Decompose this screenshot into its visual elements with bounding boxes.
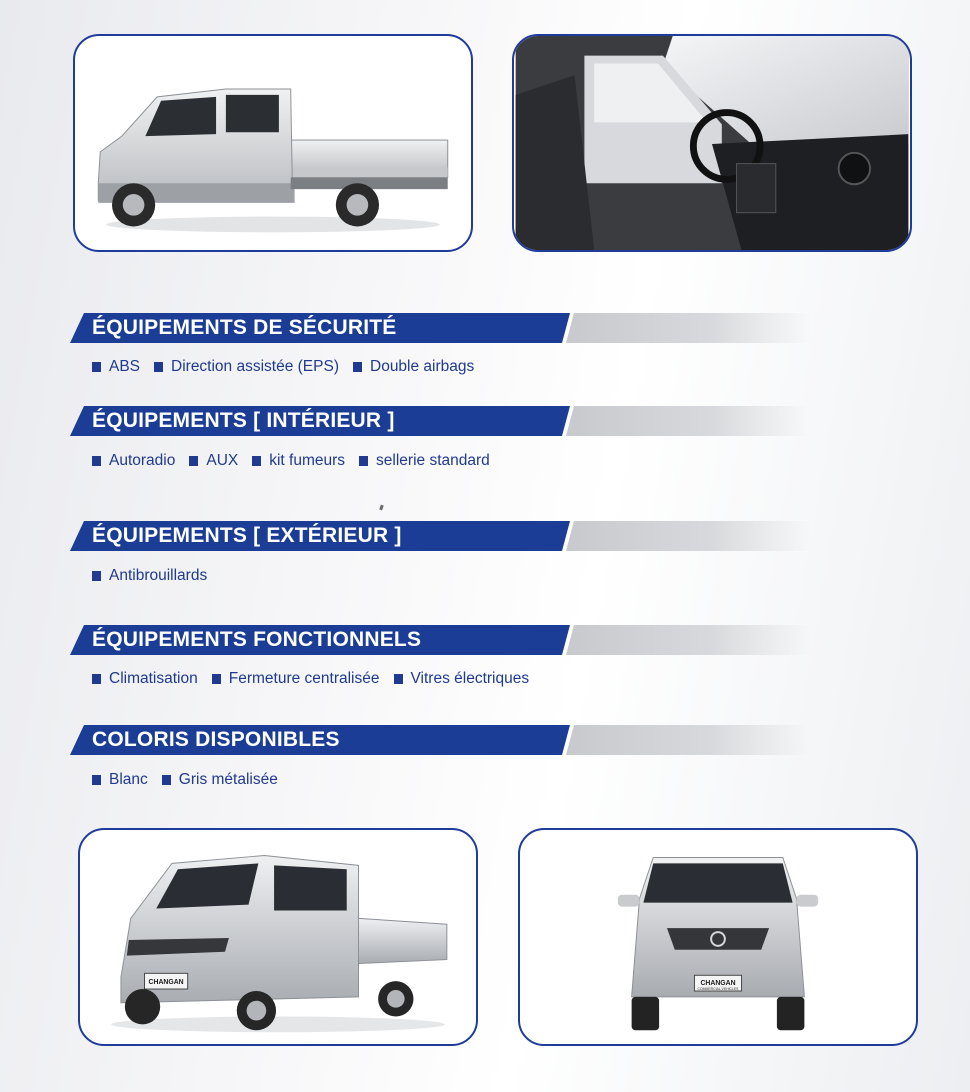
list-item	[252, 452, 345, 470]
item-label: Climatisation	[109, 670, 198, 687]
section-title: ÉQUIPEMENTS [ INTÉRIEUR ]	[92, 409, 395, 432]
item-label: AUX	[206, 452, 239, 469]
list-item	[92, 452, 175, 470]
list-item	[189, 452, 238, 470]
item-label: ABS	[109, 358, 141, 375]
list-item	[394, 670, 530, 688]
item-label: Double airbags	[370, 358, 475, 375]
section-title: ÉQUIPEMENTS [ EXTÉRIEUR ]	[92, 524, 402, 547]
section-header-securite	[70, 313, 810, 343]
truck-three-quarter-illustration	[80, 830, 476, 1044]
list-item	[359, 452, 490, 470]
square-bullet-icon	[359, 456, 368, 466]
section-items-securite	[92, 358, 474, 376]
list-item	[162, 771, 278, 789]
square-bullet-icon	[394, 674, 403, 684]
square-bullet-icon	[154, 362, 163, 372]
item-label: Gris métalisée	[178, 771, 278, 788]
brand-badge-text: CHANGAN	[700, 980, 736, 988]
section-header-coloris	[70, 725, 810, 755]
section-title: COLORIS DISPONIBLES	[92, 728, 340, 751]
section-items-coloris	[92, 771, 278, 789]
photo-interior	[512, 34, 912, 252]
square-bullet-icon	[92, 362, 101, 372]
item-label: Direction assistée (EPS)	[171, 358, 339, 375]
section-title: ÉQUIPEMENTS FONCTIONNELS	[92, 628, 422, 651]
photo-truck-three-quarter	[78, 828, 478, 1046]
truck-front-illustration	[520, 830, 916, 1044]
square-bullet-icon	[92, 456, 101, 466]
item-label: Fermeture centralisée	[228, 670, 380, 687]
square-bullet-icon	[189, 456, 198, 466]
list-item	[92, 670, 198, 688]
list-item	[353, 358, 474, 376]
section-header-fonctionnels	[70, 625, 810, 655]
photo-truck-side	[73, 34, 473, 252]
square-bullet-icon	[92, 571, 101, 581]
square-bullet-icon	[212, 674, 221, 684]
item-label: sellerie standard	[376, 452, 490, 469]
section-header-fade	[566, 625, 810, 655]
list-item	[92, 567, 207, 585]
item-label: Antibrouillards	[109, 567, 208, 584]
section-header-fade	[566, 521, 810, 551]
section-items-exterieur	[92, 567, 207, 585]
section-items-interieur	[92, 452, 490, 470]
square-bullet-icon	[92, 674, 101, 684]
photo-truck-front	[518, 828, 918, 1046]
list-item	[212, 670, 380, 688]
brand-badge-text: CHANGAN	[148, 979, 184, 987]
section-items-fonctionnels	[92, 670, 529, 688]
item-label: kit fumeurs	[269, 452, 346, 469]
section-header-fade	[566, 406, 810, 436]
item-label: Autoradio	[109, 452, 176, 469]
interior-illustration	[514, 36, 910, 250]
brand-badge-subtext: COMMERCIAL VEHICLES	[697, 987, 739, 992]
section-header-exterieur	[70, 521, 810, 551]
list-item	[92, 358, 140, 376]
print-speck	[379, 505, 384, 511]
square-bullet-icon	[252, 456, 261, 466]
item-label: Blanc	[109, 771, 148, 788]
truck-side-illustration	[75, 36, 471, 250]
square-bullet-icon	[162, 775, 171, 785]
section-header-interieur	[70, 406, 810, 436]
section-header-fade	[566, 313, 810, 343]
list-item	[92, 771, 148, 789]
square-bullet-icon	[92, 775, 101, 785]
square-bullet-icon	[353, 362, 362, 372]
list-item	[154, 358, 339, 376]
section-header-fade	[566, 725, 810, 755]
item-label: Vitres électriques	[410, 670, 530, 687]
section-title: ÉQUIPEMENTS DE SÉCURITÉ	[92, 316, 397, 339]
